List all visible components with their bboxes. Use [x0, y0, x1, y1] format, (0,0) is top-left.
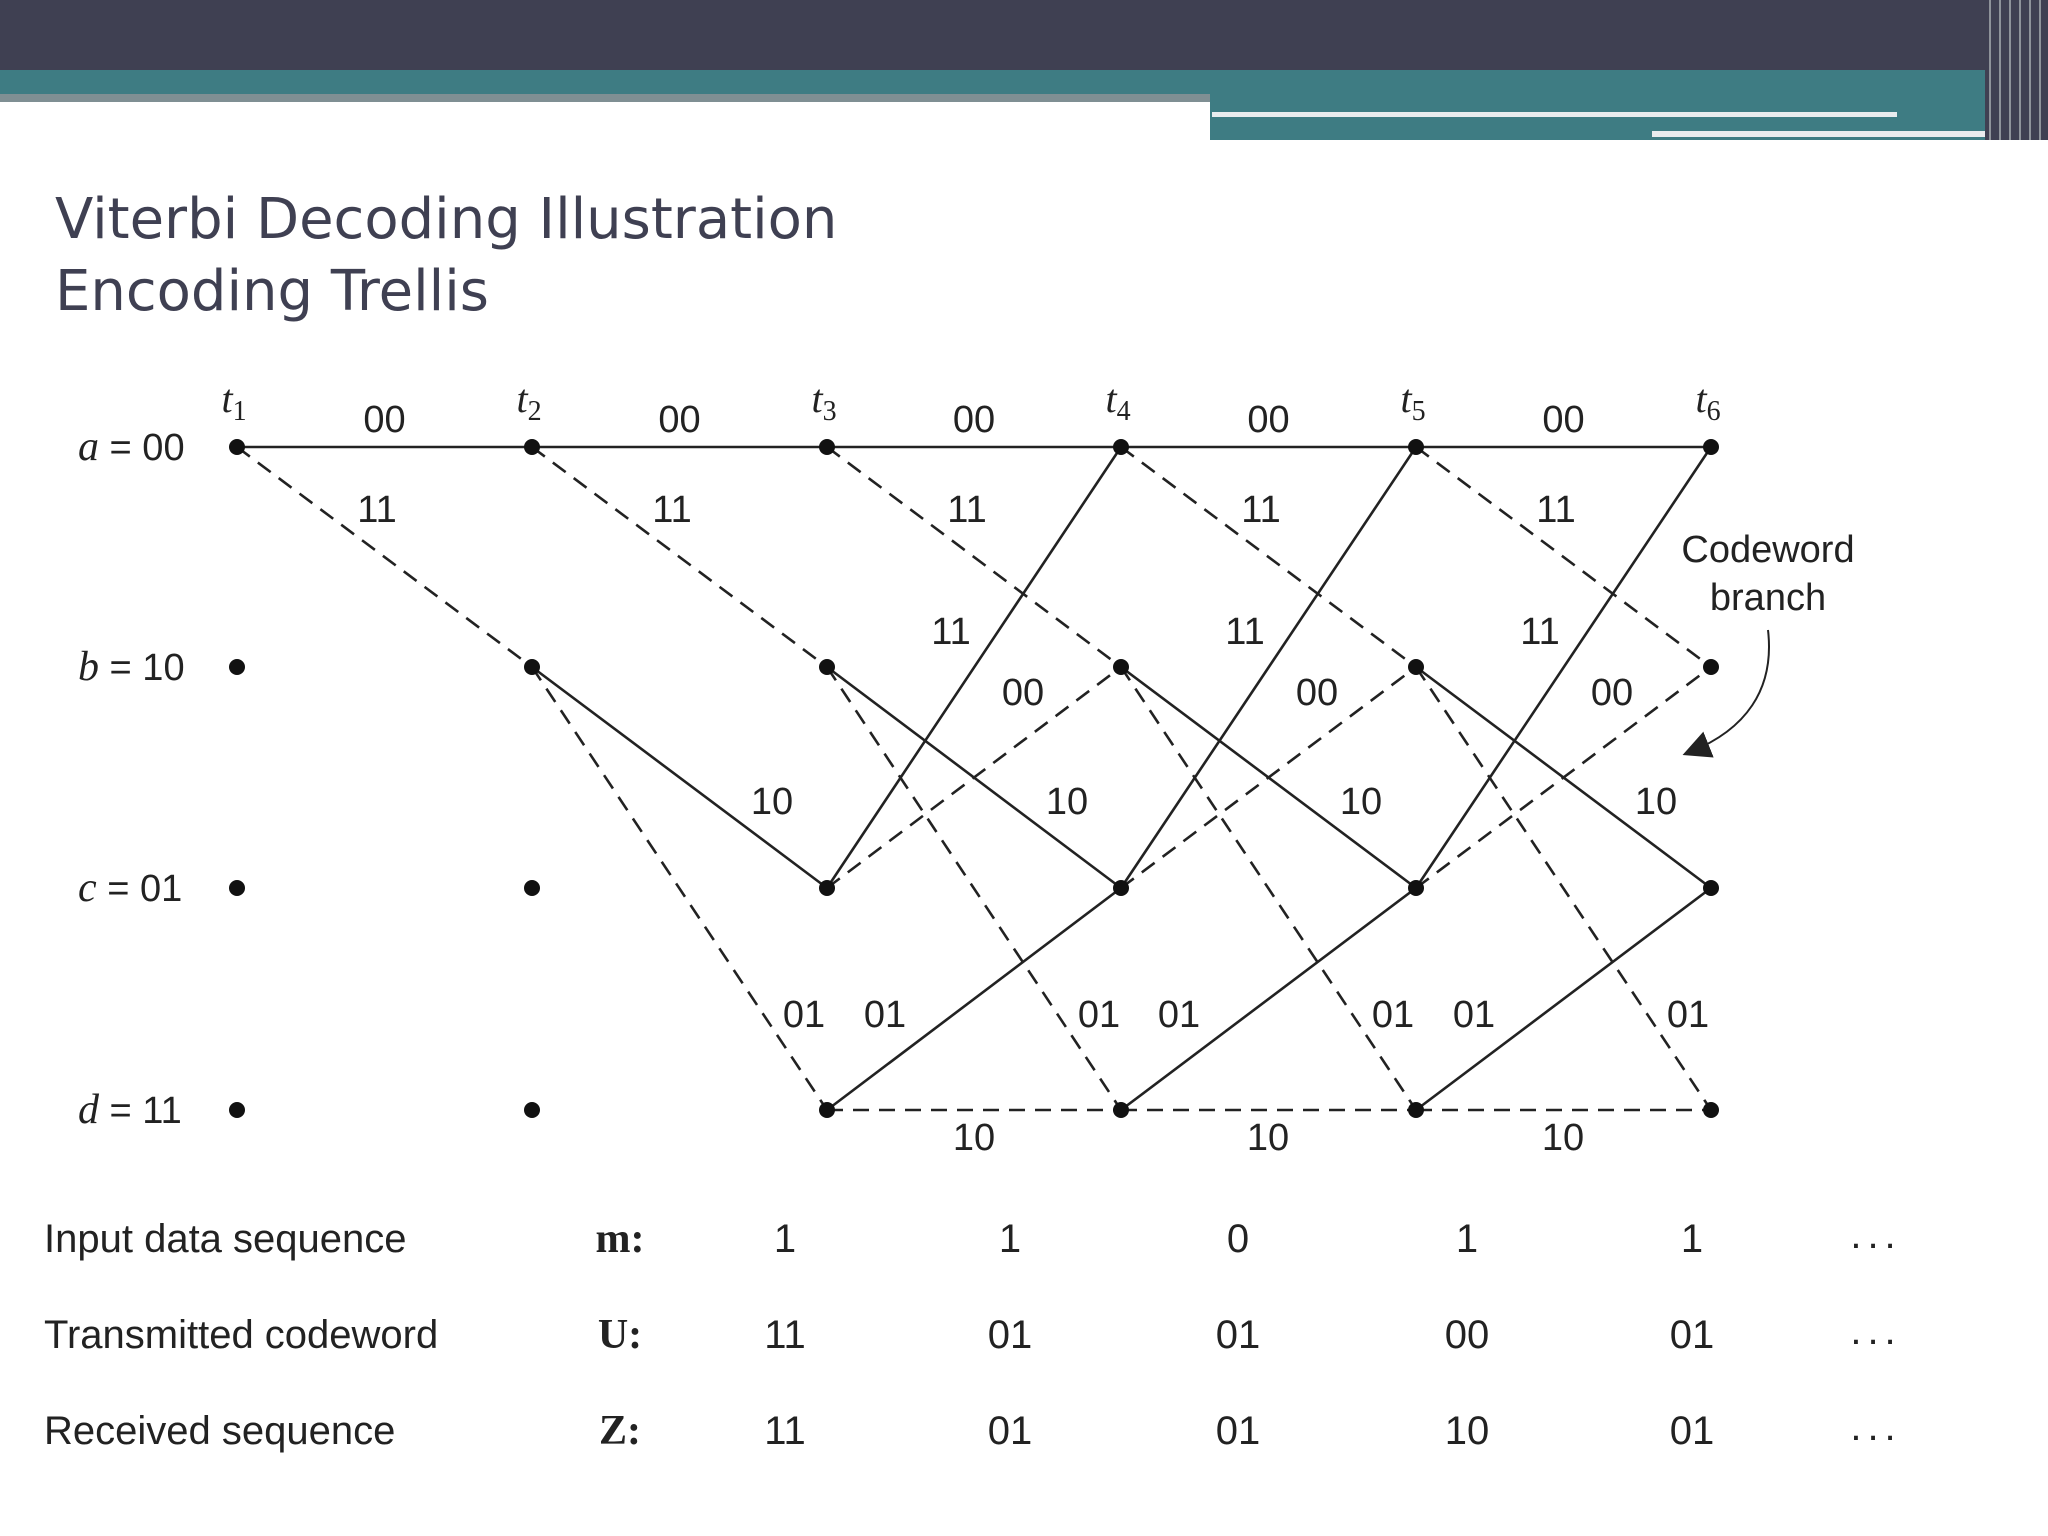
annotation-arrow [1690, 630, 1769, 752]
trellis-node [1408, 880, 1424, 896]
branch-label-a-a: 00 [363, 399, 406, 441]
branch-label-a-a: 00 [658, 399, 701, 441]
trellis-node [524, 880, 540, 896]
table-row-symbol: Z: [599, 1408, 641, 1454]
table-cell: 01 [1215, 1313, 1261, 1357]
branch-a-to-b [1121, 447, 1416, 667]
trellis-node [524, 1102, 540, 1118]
branch-label-d-c: 01 [1157, 994, 1201, 1036]
trellis-node [229, 1102, 245, 1118]
table-cell: 0 [1226, 1217, 1250, 1261]
branch-label-b-d: 01 [1077, 994, 1121, 1036]
trellis-node [1408, 659, 1424, 675]
branch-label-a-a: 00 [952, 399, 996, 441]
branch-label-b-c: 10 [1634, 781, 1678, 823]
table-ellipsis: ... [1850, 1213, 1902, 1257]
branch-b-to-d [1121, 667, 1416, 1110]
table-row-label: Input data sequence [44, 1217, 407, 1261]
branch-label-d-c: 01 [863, 994, 907, 1036]
branch-label-a-a: 00 [1542, 399, 1585, 441]
branch-b-to-c [532, 667, 827, 888]
branch-a-to-b [237, 447, 532, 667]
table-ellipsis: ... [1850, 1405, 1902, 1449]
trellis-node [524, 439, 540, 455]
trellis-node [1703, 880, 1719, 896]
table-cell: 00 [1444, 1313, 1490, 1357]
table-ellipsis: ... [1850, 1309, 1902, 1353]
sequence-table [44, 1213, 1902, 1454]
trellis-node [229, 880, 245, 896]
state-label: c = 01 [78, 865, 183, 911]
table-cell: 11 [764, 1409, 806, 1453]
branch-a-to-b [1416, 447, 1711, 667]
trellis-labels [78, 376, 1721, 1159]
branch-label-c-b: 00 [1001, 672, 1045, 714]
slide-title-line2: Encoding Trellis [55, 259, 489, 324]
table-cell: 11 [764, 1313, 806, 1357]
trellis-node [819, 439, 835, 455]
branch-label-a-a: 00 [1247, 399, 1290, 441]
branch-b-to-d [1416, 667, 1711, 1110]
time-label: $t_2$ [516, 376, 542, 427]
codeword-branch-annotation [1681, 529, 1854, 752]
branch-b-to-d [532, 667, 827, 1110]
trellis-node [1703, 439, 1719, 455]
table-cell: 1 [1455, 1217, 1479, 1261]
state-label: a = 00 [78, 424, 185, 470]
branch-label-b-d: 01 [1666, 994, 1710, 1036]
table-cell: 01 [1215, 1409, 1261, 1453]
table-cell: 1 [998, 1217, 1022, 1261]
trellis-node [1408, 439, 1424, 455]
trellis-node [1703, 1102, 1719, 1118]
branch-a-to-b [827, 447, 1121, 667]
branch-label-b-d: 01 [1371, 994, 1415, 1036]
branch-a-to-b [532, 447, 827, 667]
branch-label-c-a: 11 [1520, 611, 1560, 653]
table-row-symbol: m: [595, 1216, 645, 1262]
table-cell: 01 [1669, 1313, 1715, 1357]
table-cell: 01 [1669, 1409, 1715, 1453]
trellis-node [524, 659, 540, 675]
branch-label-d-d: 10 [952, 1117, 996, 1159]
branch-label-c-b: 00 [1590, 672, 1634, 714]
branch-label-d-d: 10 [1246, 1117, 1290, 1159]
trellis-node [819, 880, 835, 896]
table-row-label: Received sequence [44, 1409, 396, 1453]
annotation-label-line1: Codeword [1681, 529, 1855, 571]
table-row-symbol: U: [597, 1312, 643, 1358]
trellis-node [229, 659, 245, 675]
state-label: d = 11 [78, 1087, 182, 1133]
trellis-node [1408, 1102, 1424, 1118]
branch-label-a-b: 11 [1241, 489, 1281, 531]
trellis-node [1113, 880, 1129, 896]
branch-label-b-c: 10 [1339, 781, 1383, 823]
table-cell: 01 [987, 1313, 1033, 1357]
trellis-node [1113, 659, 1129, 675]
branch-b-to-d [827, 667, 1121, 1110]
branch-label-b-c: 10 [750, 781, 794, 823]
branch-label-b-c: 10 [1045, 781, 1089, 823]
state-label: b = 10 [78, 644, 185, 690]
branch-label-a-b: 11 [357, 489, 397, 531]
branch-label-a-b: 11 [652, 489, 692, 531]
trellis-node [819, 659, 835, 675]
table-cell: 1 [773, 1217, 797, 1261]
trellis-node [1703, 659, 1719, 675]
branch-label-c-a: 11 [1225, 611, 1265, 653]
table-cell: 01 [987, 1409, 1033, 1453]
trellis-node [819, 1102, 835, 1118]
branch-label-c-a: 11 [931, 611, 971, 653]
branch-label-c-b: 00 [1295, 672, 1339, 714]
time-label: $t_6$ [1695, 376, 1721, 427]
table-cell: 1 [1680, 1217, 1704, 1261]
branch-label-b-d: 01 [782, 994, 826, 1036]
branch-label-d-d: 10 [1541, 1117, 1585, 1159]
branch-label-a-b: 11 [947, 489, 987, 531]
trellis-node [1113, 1102, 1129, 1118]
trellis-node [1113, 439, 1129, 455]
trellis-node [229, 439, 245, 455]
time-label: $t_3$ [811, 376, 837, 427]
slide-title-line1: Viterbi Decoding Illustration [55, 187, 838, 252]
branch-label-a-b: 11 [1536, 489, 1576, 531]
annotation-label-line2: branch [1709, 577, 1827, 619]
table-cell: 10 [1444, 1409, 1490, 1453]
time-label: $t_4$ [1105, 376, 1131, 427]
time-label: $t_5$ [1400, 376, 1426, 427]
branch-label-d-c: 01 [1452, 994, 1496, 1036]
table-row-label: Transmitted codeword [44, 1313, 439, 1357]
time-label: $t_1$ [221, 376, 247, 427]
